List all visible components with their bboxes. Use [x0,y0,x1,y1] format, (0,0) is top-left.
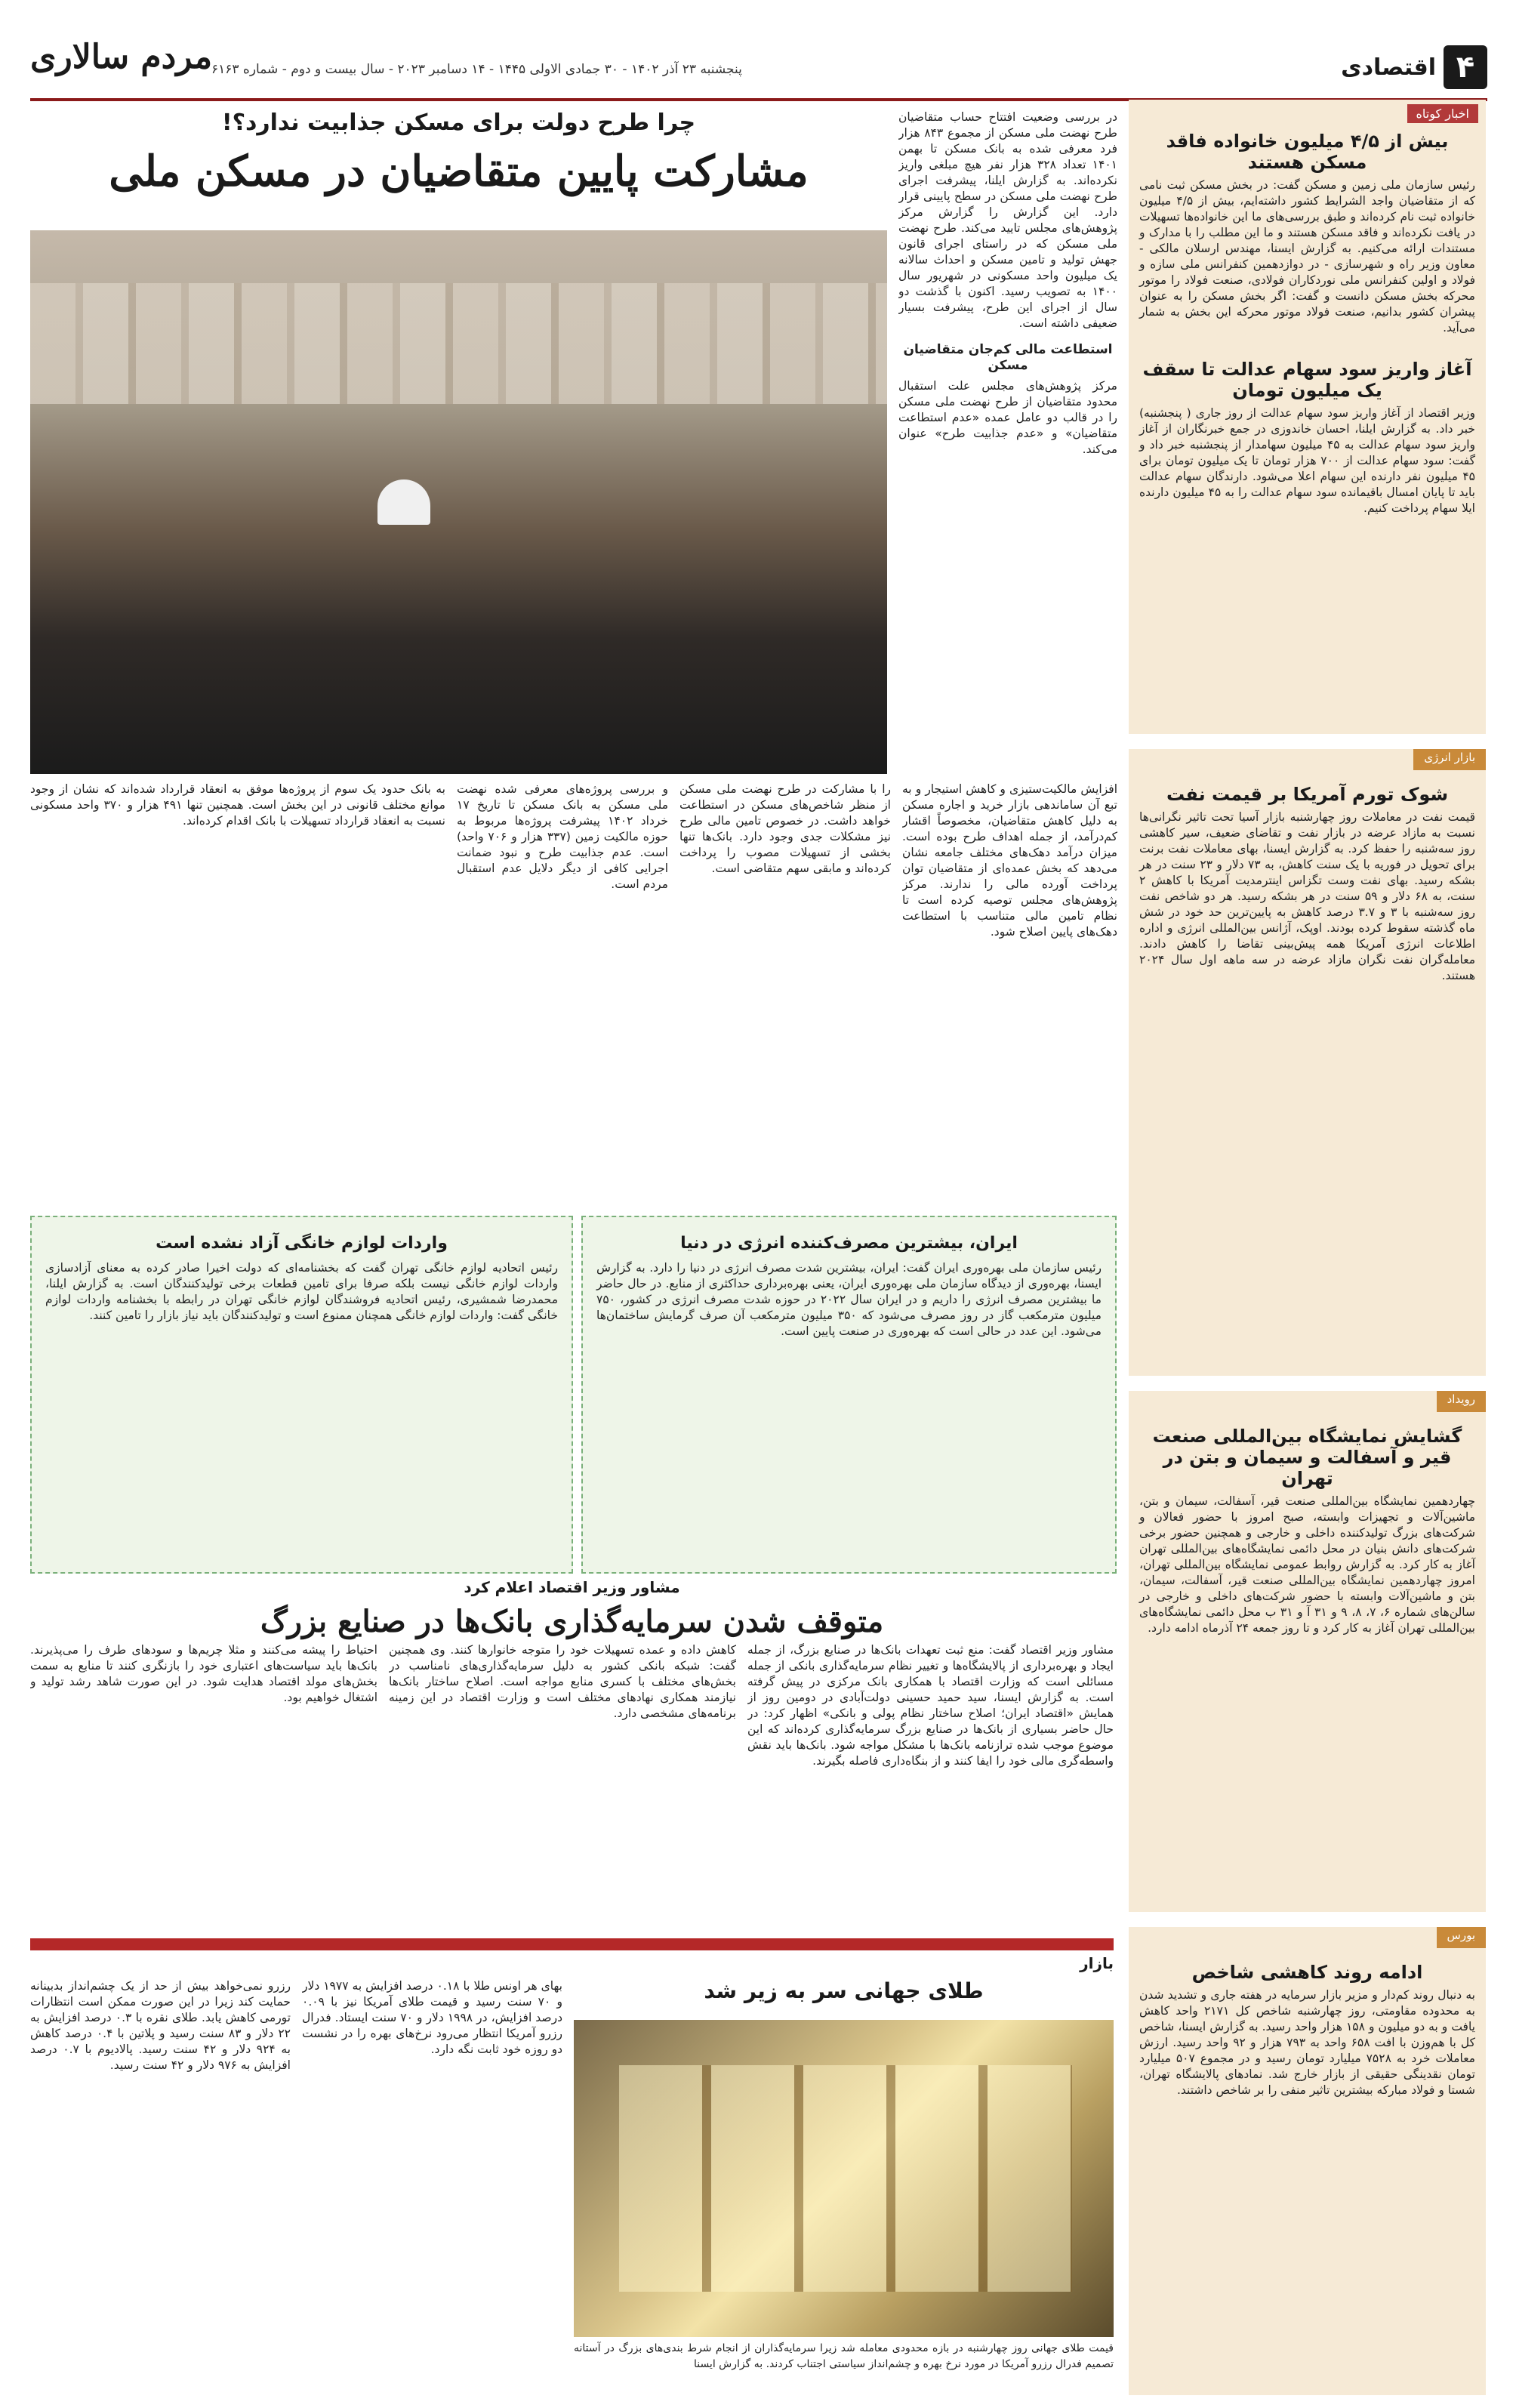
expo-body: چهاردهمین نمایشگاه بین‌المللی صنعت قیر، آسفالت، سیمان و بتن، ماشین‌آلات و تجهیزات وابسته، صبح امروز با حضور فعالان و شرکت‌های بزرگ تولیدکننده داخلی و خارجی و همچنین حضور برخی شرکت‌های دانش بنیان در محل دائمی نمایشگاه‌های بین‌المللی تهران آغاز به کار کرد. به گزارش روابط عمومی نمایشگاه بین‌المللی تهران، امروز چهاردهمین نمایشگاه بین‌المللی صنعت قیر، آسفالت، سیمان، بتن و ماشین‌آلات وابسته با حضور شرکت‌های داخلی و خارجی در سالن‌های شماره ۶، ۷، ۸، ۹ و ۳۱ آ و ۳۱ ب محل دائمی نمایشگاه‌های بین‌المللی تهران آغاز به کار کرد و تا روز جمعه ۲۴ آذرماه ادامه دارد. [1139,1494,1476,1635]
main-col-3-text: را با مشارکت در طرح نهضت ملی مسکن از منظر شاخص‌های مسکن در استطاعت خواهد داشت. در خصوص تامین مالی طرح نیز مشکلات جدی وجود دارد. بانک‌ها تنها بخشی از تسهیلات مصوب را پرداخت کرده‌اند و مابقی سهم متقاضی است. [679,782,891,875]
main-kicker-wrap [30,109,887,196]
market-label: بازار [1080,1954,1114,1972]
ribbon-event: رویداد [1437,1391,1486,1412]
energy-box [581,1216,1117,1574]
market-col-1 [302,1978,562,2386]
article2-col-right [747,1642,1114,1929]
article2-headline: متوقف شدن سرمایه‌گذاری بانک‌ها در صنایع بزرگ [260,1604,884,1639]
newspaper-logo: مردم سالاری [30,38,213,76]
article2-head [30,1578,1114,1639]
sidebar-box-expo [1129,1391,1486,1912]
market-col-2 [30,1978,291,2386]
photo-helmet [377,479,430,525]
main-photo [30,230,887,774]
article2-text-1: مشاور وزیر اقتصاد گفت: منع ثبت تعهدات بانک‌ها در صنایع بزرگ، از جمله ایجاد و بهره‌برداری از پالایشگاه‌ها و تغییر نظام سرمایه‌گذاری بانکی از جمله مسائلی است که وزارت اقتصاد با همکاری بانک مرکزی در پیش گرفته است. به گزارش ایسنا، سید حمید حسینی دولت‌آبادی در دومین روز از همایش «اقتصاد ایران؛ اصلاح ساختار نظام پولی و بانکی» اظهار کرد: در حال حاضر بسیاری از بانک‌ها در صنایع بزرگ سرمایه‌گذاری کرده‌اند که این موضوع موجب شده ترازنامه بانک‌ها با مشکل مواجه شود. بانک‌ها باید نقش واسطه‌گری مالی خود را ایفا کنند و از بنگاه‌داری فاصله بگیرند. [747,1643,1114,1768]
sidebar [1129,100,1486,2388]
oil-headline: شوک تورم آمریکا بر قیمت نفت [1166,784,1449,805]
dateline: پنجشنبه ۲۳ آذر ۱۴۰۲ - ۳۰ جمادی الاولی ۱۴۴۵ - ۱۴ دسامبر ۲۰۲۳ - سال بیست و دوم - شماره ۶۱۶۳ [211,62,742,77]
photo-buildings [30,283,887,404]
section-title: اقتصادی [1341,54,1436,81]
article2-text-3: احتیاط را پیشه می‌کنند و مثلا چریم‌ها و سودهای طرف را می‌پذیرند. بانک‌ها باید سیاست‌های اعتباری خود را بازنگری کنند تا منابع به سمت بخش‌های مولد اقتصاد هدایت شود. در این صورت شاهد رشد تولید و اشتغال خواهیم بود. [30,1643,377,1704]
gold-caption: قیمت طلای جهانی روز چهارشنبه در بازه محدودی معامله شد زیرا سرمایه‌گذاران از انجام شرط بندی‌های بزرگ در آستانه تصمیم فدرال رزرو آمریکا در مورد نرخ بهره و چشم‌انداز سیاستی اجتناب کردند. به گزارش ایسنا [574,2342,1114,2370]
main-col-4-text: افزایش مالکیت‌ستیزی و کاهش استیجار و به تبع آن ساماندهی بازار خرید و اجاره مسکن به دلیل کاهش متقاضیان، مخصوصاً اقشار کم‌درآمد، از جمله اهداف طرح بوده است. میزان درآمد دهک‌های مختلف جامعه نشان می‌دهد که بخش عمده‌ای از متقاضیان توان پرداخت آورده مالی را ندارند. مرکز پژوهش‌های مجلس توصیه کرده است تا نظام تامین مالی متناسب با استطاعت دهک‌های پایین اصلاح شود. [902,782,1117,939]
oil-body: قیمت نفت در معاملات روز چهارشنبه بازار آسیا تحت تاثیر نگرانی‌ها نسبت به مازاد عرضه در بازار نفت و تقاضای ضعیف، سیر کاهشی روز سه‌شنبه را حفظ کرد. به گزارش ایسنا، بهای معاملات نفت برنت برای تحویل در فوریه با یک سنت کاهش، به ۷۳ دلار و ۲۳ سنت در هر بشکه رسید. بهای نفت وست تگزاس اینترمدیت آمریکا با کاهش ۲ سنت، به ۶۸ دلار و ۵۹ سنت در هر بشکه رسید. هر دو شاخص نفت روز سه‌شنبه با ۳ و ۳.۷ درصد کاهش به پایین‌ترین حد خود در شش ماه گذشته سقوط کرده بودند. اوپک، آژانس بین‌المللی انرژی و اداره اطلاعات انرژی آمریکا همه پیش‌بینی تقاضا را کاهش دادند. معامله‌گران نفت نگران مازاد عرضه در سه ماهه اول سال ۲۰۲۴ هستند. [1139,810,1475,982]
expo-headline: گشایش نمایشگاه بین‌المللی صنعت قیر و آسفالت و سیمان و بتن در تهران [1152,1426,1462,1489]
page-number: ۴ [1444,45,1487,89]
main-kicker: چرا طرح دولت برای مسکن جذابیت ندارد؟! [221,109,696,136]
sidebar-body-2: وزیر اقتصاد از آغاز واریز سود سهام عدالت از روز جاری ( پنجشنبه) خبر داد. به گزارش ایلنا، احسان خاندوزی در جمع خبرنگاران از آغاز واریز سود سهام عدالت به ۴۵ میلیون سهامدار از پنجشنبه خبر داد و گفت: سود سهام عدالت از ۷۰۰ هزار تومان تا یک میلیون تومان برای ۴۵ میلیون نفر دارنده این سهام اعلا می‌شود. دارندگان سهام عدالت باید تا پایان امسال باقیمانده سود سهام عدالت را به ۴۵ میلیون دارنده ایلا سهام پرداخت کنیم. [1139,406,1476,515]
main-col-right [898,109,1117,766]
energy-body: رئیس سازمان ملی بهره‌وری ایران گفت: ایران، بیشترین شدت مصرف انرژی در دنیا را دارد. به گزارش ایسنا، بهره‌وری از دیدگاه سازمان ملی بهره‌وری ایران، یعنی بهره‌برداری حداکثری از منابع. در حال حاضر ما بیشترین مصرف انرژی را داریم و در ایران سال ۲۰۲۲ در حوزه شدت مصرف انرژی در کشور، ۷۵۰ میلیون مترمکعب گاز در روز مصرف می‌شود که ۳۵۰ میلیون مترمکعب آن صرف گرمایش ساختمان‌ها می‌شود. این عدد در حالی است که بهره‌وری در صنعت پایین است. [596,1261,1102,1338]
news-tag: اخبار کوتاه [1407,104,1478,123]
gold-image [574,2020,1114,2337]
imports-box [30,1216,573,1574]
main-col-4 [902,782,1117,1212]
sidebar-box-bourse [1129,1927,1486,2395]
main-subhead: استطاعت مالی کم‌جان متقاضیان مسکن [903,342,1113,373]
sidebar-headline-2: آغاز واریز سود سهام عدالت تا سقف یک میلیون تومان [1142,359,1472,401]
main-col-2 [457,782,668,1212]
article2-kicker: مشاور وزیر اقتصاد اعلام کرد [464,1578,680,1596]
ribbon-bourse: بورس [1437,1927,1486,1948]
gold-bars [619,2065,1072,2292]
bourse-body: به دنبال روند کم‌دار و مزیر بازار سرمایه در هفته جاری و تشدید شدن به محدوده مقاومتی، روز چهارشنبه شاخص کل ۲۱۷۱ واحد کاهش یافت و به دو میلیون و ۱۵۸ هزار واحد رسید. به گزارش ایسنا، شاخص کل با هم‌وزن با افت ۶۵۸ واحد به ۷۹۳ هزار و ۹۲ واحد رسید. ارزش معاملات خرد به ۷۵۲۸ میلیارد تومان رسید و در مجموع ۵۰۷ میلیارد تومان نقدینگی حقیقی از بازار خارج شد. نمادهای پالایشگاه تهران، شستا و فولاد مبارکه بیشترین تاثیر منفی را بر شاخص داشتند. [1139,1988,1475,2097]
market-band [30,1938,1114,1950]
main-col-right-text-2: مرکز پژوهش‌های مجلس علت استقبال محدود متقاضیان از طرح نهضت ملی مسکن را در قالب دو عامل عمده «عدم استطاعت متقاضیان» و «عدم جذابیت طرح» عنوان می‌کند. [898,379,1117,456]
article2-col-mid [389,1642,736,1929]
article2-col-left [30,1642,377,1929]
page-section [1341,45,1487,89]
main-col-2-text: و بررسی پروژه‌های معرفی شده نهضت ملی مسکن به بانک مسکن تا تاریخ ۱۷ خرداد ۱۴۰۲ پیشرفت پروژه‌ها مربوط به حوزه مالکیت زمین (۳۳۷ هزار و ۷۰۶ واحد) است. عدم جذابیت طرح و نبود ضمانت اجرایی کافی از دیگر دلایل عدم استقبال مردم است. [457,782,668,891]
main-col-1-text: به بانک حدود یک سوم از پروژه‌ها موفق به انعقاد قرارداد شده‌اند که نشان از وجود موانع مختلف قانونی در این بخش است. همچنین تنها ۴۹۱ هزار و ۳۷۰ واحد مسکونی نسبت به انعقاد قرارداد تسهیلات با بانک اقدام کرده‌اند. [30,782,445,828]
sidebar-headline: بیش از ۴/۵ میلیون خانواده فاقد مسکن هستند [1166,131,1449,173]
imports-title: واردات لوازم خانگی آزاد نشده است [156,1234,448,1253]
bourse-headline: ادامه روند کاهشی شاخص [1191,1962,1423,1983]
main-col-1 [30,782,445,1212]
market-text-2: رزرو نمی‌خواهد بیش از حد از یک چشم‌انداز بدبینانه حمایت کند زیرا در این صورت ممکن است انتظارات تورمی کاهش یابد. طلای نقره با ۰.۳ درصد افزایش به ۲۲ دلار و ۸۳ سنت رسید و پلاتین با ۰.۴ درصد کاهش به ۹۲۴ دلار و ۴۲ سنت رسید. پالادیوم با ۰.۷ درصد افزایش به ۹۷۶ دلار و ۴۲ سنت رسید. [30,1979,291,2072]
market-text-1: بهای هر اونس طلا با ۰.۱۸ درصد افزایش به ۱۹۷۷ دلار و ۷۰ سنت رسید و قیمت طلای آمریکا نیز با ۰.۰۹ درصد افزایش، در ۱۹۹۸ دلار و ۷۰ سنت ایستاد. فدرال رزرو آمریکا انتظار می‌رود نرخ‌های بهره را در نشست دو روزه خود ثابت نگه دارد. [302,1979,562,2056]
sidebar-body: رئیس سازمان ملی زمین و مسکن گفت: در بخش مسکن ثبت نامی که از متقاضیان واجد الشرایط کشور داشته‌ایم، بیش از ۴/۵ میلیون خانواده ثبت نام کرده‌اند و طبق بررسی‌های ما این خانواده‌ها تسهیلات در یافت نکرده‌اند و فاقد مسکن هستند و ما این مطلب را با مدارک و مستندات ارائه می‌کنیم. به گزارش ایسنا، مهندس ارسلان مالکی - معاون وزیر راه و شهرسازی - در دوازدهمین کنفرانس ملی سازه و فولاد و اولین کنفرانس ملی نوردکاران فولادی، صنعت فولاد را موتور محرکه بخش مسکن دانست و گفت: اگر بخش مسکن را به عنوان پیشران کشور بدانیم، صنعت فولاد موتور محرکه این بخش به شمار می‌آید. [1139,178,1476,335]
market-title: طلای جهانی سر به زیر شد [704,1978,984,2003]
sidebar-box-oil [1129,749,1486,1376]
main-headline: مشارکت پایین متقاضیان در مسکن ملی [109,146,809,196]
main-col-right-text: در بررسی وضعیت افتتاح حساب متقاضیان طرح نهضت ملی مسکن از مجموع ۸۴۳ هزار فرد معرفی شده به بانک مسکن تا بهمن ۱۴۰۱ تعداد ۳۲۸ هزار نفر هیچ مبلغی واریز نکرده‌اند. به گزارش ایلنا، پیشرفت اجرای طرح نهضت ملی مسکن در سطح پایینی قرار دارد. این گزارش را گزارش مرکز پژوهش‌های مجلس تایید می‌کند. طرح نهضت ملی مسکن که در راستای اجرای قانون جهش تولید و تامین مسکن و احداث سالانه یک میلیون واحد مسکونی در شهریور سال ۱۴۰۰ به تصویب رسید. اکنون با گذشت دو سال از اجرای این طرح، پیشرفت بسیار ضعیفی داشته است. [898,110,1117,330]
main-col-3 [679,782,891,1212]
article2-text-2: کاهش داده و عمده تسهیلات خود را متوجه خانوارها کنند. وی همچنین گفت: شبکه بانکی کشور به دلیل سرمایه‌گذاری‌های نامناسب در بخش‌های مختلف با کسری منابع مواجه است. اصلاح ساختار بانک‌ها نیازمند همکاری نهادهای مختلف است و وزارت اقتصاد در این زمینه برنامه‌های مشخصی دارد. [389,1643,736,1720]
sidebar-box-news [1129,100,1486,734]
energy-title: ایران، بیشترین مصرف‌کننده انرژی در دنیا [680,1234,1018,1253]
page-header [30,30,1487,101]
ribbon-energy: بازار انرژی [1413,749,1486,770]
imports-body: رئیس اتحادیه لوازم خانگی تهران گفت که بخشنامه‌ای که دولت اخیرا صادر کرده به معنای آزادسازی واردات لوازم خانگی نیست بلکه صرفا برای تامین قطعات برخی تولیدکنندگان است. به گزارش ایلنا، محمدرضا شمشیری، رئیس اتحادیه فروشندگان لوازم خانگی تهران در رابطه با بخشنامه واردات لوازم خانگی گفت: واردات لوازم خانگی همچنان ممنوع است و تولیدکنندگان باید نیاز بازار را تامین کنند. [45,1261,558,1322]
